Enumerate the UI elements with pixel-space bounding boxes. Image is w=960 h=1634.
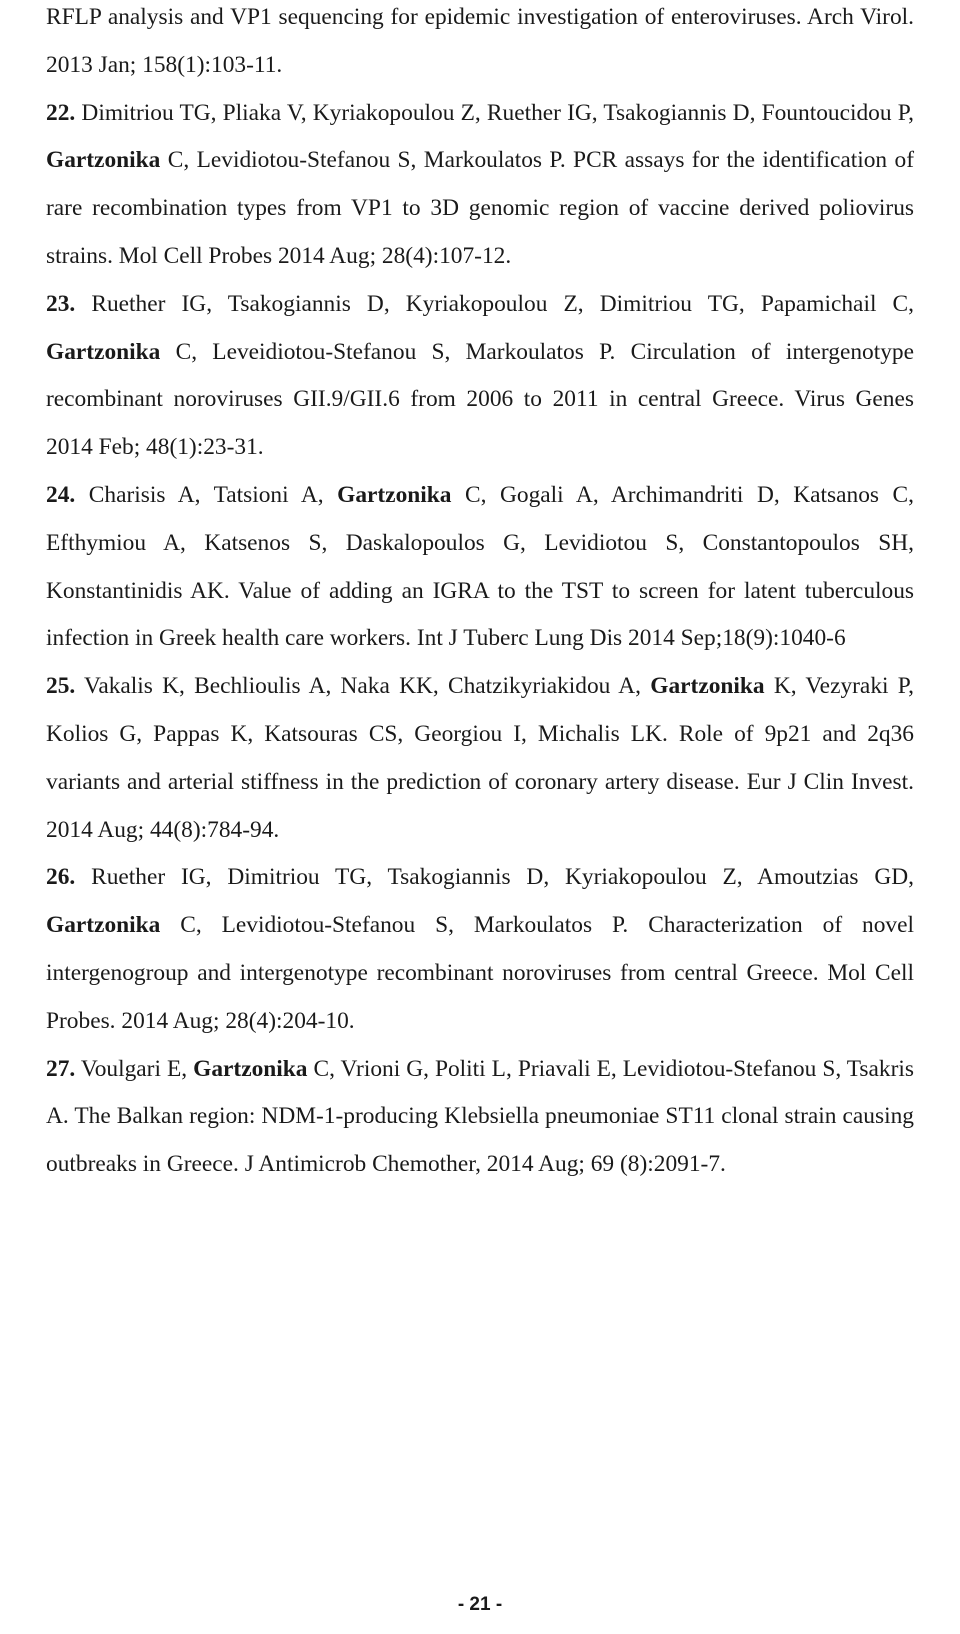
- reference-authors-rest: C, Vrioni G, Politi L, Priavali E, Levidiotou-Stefanou S, Tsakris A.: [46, 1055, 915, 1130]
- reference-text: [46, 663, 914, 854]
- reference-number: 23.: [46, 290, 76, 317]
- reference-authors: Charisis A, Tatsioni A,: [75, 481, 338, 508]
- highlighted-author: Gartzonika: [650, 673, 765, 700]
- reference-authors-rest: C, Levidiotou-Stefanou S, Markoulatos P.: [160, 147, 566, 174]
- reference-details: Role of 9p21 and 2q36 variants and arterial stiffness in the prediction of coronary artery disease. Eur J Clin Invest. 2014 Aug; 44(8):784-94.: [46, 720, 914, 843]
- reference-text: [46, 90, 914, 281]
- reference-details: PCR assays for the identification of rare recombination types from VP1 to 3D genomic region of vaccine derived poliovirus strains. Mol Cell Probes 2014 Aug; 28(4):107-12.: [46, 147, 915, 269]
- reference-authors: Dimitriou TG, Pliaka V, Kyriakopoulou Z, Ruether IG, Tsakogiannis D, Fountoucidou P,: [75, 99, 914, 126]
- reference-authors: Ruether IG, Tsakogiannis D, Kyriakopoulou Z, Dimitriou TG, Papamichail C,: [75, 290, 914, 317]
- reference-authors-rest: C, Gogali A, Archimandriti D, Katsanos C, Efthymiou A, Katsenos S, Daskalopoulos G, Levidiotou S, Constantopoulos SH, Konstantinidis AK.: [46, 481, 914, 604]
- reference-item-21-continued: [46, 0, 914, 90]
- reference-item-26: [46, 854, 914, 1045]
- reference-text: [46, 854, 914, 1045]
- reference-number: 24.: [46, 481, 76, 508]
- reference-authors-rest: K, Vezyraki P, Kolios G, Pappas K, Katsouras CS, Georgiou I, Michalis LK.: [46, 673, 914, 747]
- highlighted-author: Gartzonika: [46, 147, 161, 174]
- reference-details: The Balkan region: NDM-1-producing Klebsiella pneumoniae ST11 clonal strain causing outbreaks in Greece. J Antimicrob Chemother, 2014 Aug; 69 (8):2091-7.: [46, 1103, 914, 1178]
- reference-authors-rest: C, Leveidiotou-Stefanou S, Markoulatos P.: [160, 338, 616, 365]
- highlighted-author: Gartzonika: [193, 1055, 308, 1082]
- reference-item-22: [46, 90, 914, 281]
- reference-item-23: [46, 281, 914, 472]
- reference-number: 25.: [46, 673, 76, 700]
- reference-number: 22.: [46, 99, 76, 126]
- reference-authors: Ruether IG, Dimitriou TG, Tsakogiannis D, Kyriakopoulou Z, Amoutzias GD,: [75, 864, 914, 891]
- reference-item-24: [46, 472, 914, 663]
- highlighted-author: Gartzonika: [46, 912, 161, 939]
- reference-text: [46, 472, 914, 663]
- reference-details: Circulation of intergenotype recombinant noroviruses GII.9/GII.6 from 2006 to 2011 in central Greece. Virus Genes 2014 Feb; 48(1):23-31.: [46, 338, 914, 461]
- reference-authors-rest: C, Levidiotou-Stefanou S, Markoulatos P.: [160, 912, 629, 939]
- reference-number: 27.: [46, 1055, 76, 1082]
- reference-list: [46, 0, 914, 1189]
- highlighted-author: Gartzonika: [337, 481, 452, 508]
- reference-item-25: [46, 663, 914, 854]
- reference-text: [46, 1046, 914, 1189]
- reference-authors: Vakalis K, Bechlioulis A, Naka KK, Chatzikyriakidou A,: [75, 673, 651, 700]
- reference-text: [46, 0, 914, 90]
- reference-details: Characterization of novel intergenogroup and intergenotype recombinant noroviruses from central Greece. Mol Cell Probes. 2014 Aug; 28(4):204-10.: [46, 912, 915, 1034]
- highlighted-author: Gartzonika: [46, 338, 161, 365]
- reference-details: RFLP analysis and VP1 sequencing for epidemic investigation of enteroviruses. Arch Virol. 2013 Jan; 158(1):103-11.: [46, 4, 914, 78]
- reference-details: Value of adding an IGRA to the TST to screen for latent tuberculous infection in Greek health care workers. Int J Tuberc Lung Dis 2014 Sep;18(9):1040-6: [46, 577, 914, 652]
- reference-text: [46, 281, 914, 472]
- reference-authors: Voulgari E,: [75, 1055, 194, 1082]
- reference-number: 26.: [46, 864, 76, 891]
- page-number: - 21 -: [457, 1594, 503, 1615]
- reference-item-27: [46, 1046, 914, 1189]
